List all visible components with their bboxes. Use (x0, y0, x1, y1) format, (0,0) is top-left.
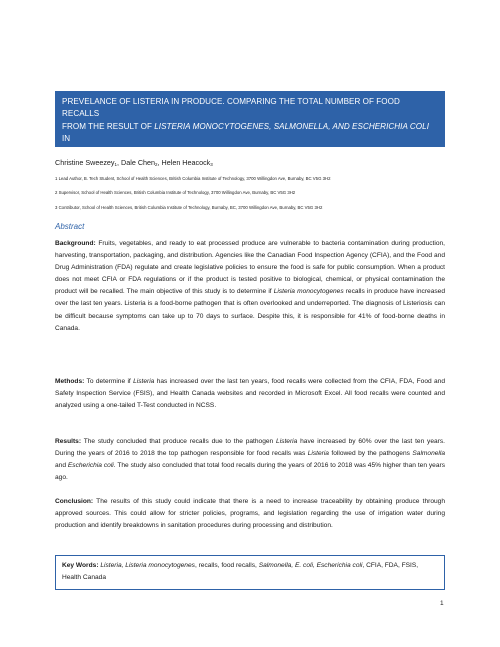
results-italic: Escherichia coli (67, 462, 114, 470)
results-paragraph (55, 436, 445, 484)
results-label: Results: (55, 438, 82, 445)
page-number: 1 (440, 600, 444, 607)
keywords-box (55, 555, 445, 590)
results-text: and (55, 462, 68, 470)
conclusion-paragraph (55, 496, 445, 532)
results-italic: Listeria (307, 450, 329, 458)
methods-text: To determine if (84, 378, 134, 385)
keywords-label: Key Words: (62, 562, 99, 569)
background-italic: Listeria monocytogenes (273, 288, 344, 296)
author-2-index: 2 (155, 162, 158, 167)
title-line-2-start: FROM THE RESULT OF (62, 121, 155, 131)
background-paragraph (55, 238, 445, 335)
affiliation-2: 2 Supervisor, School of Health Sciences, British Columbia Institute of Technology, 3700 Willingdon Ave, Burnaby, BC V5G 3H2 (55, 190, 296, 195)
abstract-heading: Abstract (55, 222, 85, 231)
conclusion-label: Conclusion: (55, 498, 94, 505)
author-separator: , (117, 158, 122, 167)
background-text: recalls in produce have increased over the last ten years. Listeria is a food-borne pathogen that is often overlooked and underreported. The diagnosis of Listeriosis can be difficult because symptoms can take up to 70 days to surface. Despite this, it is responsible for 41% of food-borne deaths in Canada. (55, 288, 446, 332)
author-1: Christine Sweezey (55, 158, 115, 167)
methods-italic: Listeria (133, 378, 155, 385)
results-text: followed by the pathogens (328, 450, 413, 458)
title-line-2 (62, 121, 438, 146)
conclusion-text: The results of this study could indicate that there is a need to increase traceability by obtaining produce through approved sources. This could allow for stricter policies, programs, and legislation regarding the use of irrigation water during production and identify breakdowns in sanitation procedures during processing and distribution. (55, 498, 445, 530)
author-separator: , (157, 158, 162, 167)
results-text: have increased by 60% over the last ten years. During the years of 2016 to 2018 the top pathogen responsible for food recalls was (55, 438, 445, 458)
title-line-1: PREVELANCE OF LISTERIA IN PRODUCE. COMPARING THE TOTAL NUMBER OF FOOD RECALLS (62, 97, 400, 119)
results-italic: Listeria (276, 438, 298, 445)
methods-label: Methods: (55, 378, 85, 385)
title-banner (55, 91, 445, 156)
author-3-index: 3 (210, 162, 213, 167)
title-organisms: LISTERIA MONOCYTOGENES, SALMONELLA, AND ESCHERICHIA COLI (154, 121, 429, 131)
keywords-italic: Listeria, Listeria monocytogenes (98, 562, 195, 569)
background-label: Background: (55, 240, 96, 247)
author-list (55, 158, 213, 170)
results-text: The study concluded that produce recalls due to the pathogen (81, 438, 277, 445)
author-3: Helen Heacock (161, 158, 211, 167)
author-1-index: 1 (114, 162, 118, 167)
keywords-italic: Salmonella, E. coli, Escherichia coli (258, 562, 363, 569)
affiliation-1: 1 Lead Author, B. Tech Student, School of Health Sciences, British Columbia Institute of Technology, 3700 Willingdon Ave, Burnaby, BC V5G 3H2 (55, 176, 331, 181)
keywords-text: , recalls, food recalls, (194, 562, 259, 569)
results-italic: Salmonella (412, 450, 445, 458)
methods-text: has increased over the last ten years, food recalls were collected from the CFIA, FDA, Food and Safety Inspection Service (FSIS), and Health Canada websites and recorded in Microsoft Excel. All food recalls were counted and analyzed using a one-tailed T-Test conducted in NCSS. (55, 378, 445, 410)
title-line-3: THE LAST TEN YEARS USING THREE YEAR INTERVALS (62, 146, 279, 156)
background-text: Fruits, vegetables, and ready to eat processed produce are vulnerable to bacteria contamination during production, harvesting, transportation, packaging, and distribution. Agencies like the Canadian Food Inspection Agency (CFIA), and the Food and Drug Administration (FDA) regulate and create legislative policies to ensure the food is safe for public consumption. When a product does not meet CFIA or FDA regulations or if the product is tested positive to biological, chemical, or physical contamination the product will be recalled. The main objective of this study is to determine if (55, 240, 445, 296)
results-text: . The study also concluded that total food recalls during the years of 2016 to 2018 was 45% higher than ten years ago. (55, 462, 445, 482)
methods-paragraph (55, 376, 445, 412)
author-2: Dale Chen (121, 158, 156, 167)
keywords-text: , CFIA, FDA, FSIS, Health Canada (62, 562, 419, 582)
title-line-2-end: IN (62, 134, 71, 144)
affiliation-3: 3 Contributor, School of Health Sciences, British Columbia Institute of Technology, Burnaby, BC, 3700 Willingdon Ave, Burnaby, BC V5G 3H2 (55, 205, 323, 210)
